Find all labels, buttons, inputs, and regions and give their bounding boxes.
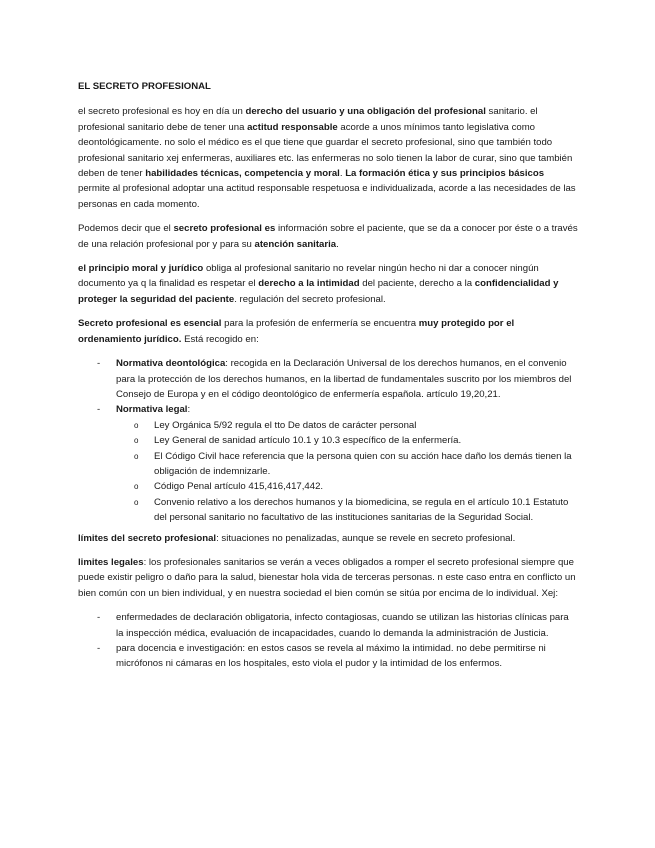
bold-text: Normativa legal	[116, 404, 188, 416]
dash-bullet: -	[97, 358, 101, 370]
sub-list-item-text: Ley General de sanidad artículo 10.1 y 10.3 específico de la enfermería.	[154, 435, 462, 447]
document-title: EL SECRETO PROFESIONAL	[78, 81, 211, 92]
sub-list	[116, 418, 578, 526]
bold-text: Secreto profesional es esencial	[78, 318, 222, 330]
sub-list-item-text: Ley Orgánica 5/92 regula el tto De datos de carácter personal	[154, 419, 417, 431]
dash-bullet: -	[97, 643, 101, 654]
text-run: información sobre el paciente, que se da a conocer por éste o a través de una relación profesional por y para su	[78, 223, 578, 250]
list-item	[78, 641, 578, 672]
list-item-text	[116, 358, 571, 400]
bold-text: actitud responsable	[247, 121, 338, 133]
text-run: Podemos decir que el	[78, 223, 174, 235]
dash-bullet: -	[97, 404, 101, 416]
bold-text: el principio moral y jurídico	[78, 263, 204, 275]
paragraph-definition	[78, 221, 578, 252]
document-page	[78, 79, 578, 677]
paragraph-moral-principle	[78, 261, 578, 307]
text-run: Está recogido en:	[181, 333, 259, 345]
bold-text: habilidades técnicas, competencia y moral	[145, 168, 340, 180]
bold-text: secreto profesional es	[173, 223, 276, 235]
text-run: del paciente, derecho a la	[359, 278, 475, 290]
list-item	[78, 356, 578, 402]
sub-list-item	[116, 433, 578, 448]
text-run: .	[336, 238, 339, 250]
bold-text: derecho a la intimidad	[258, 278, 360, 290]
text-run: sanitario. el profesional sanitario debe de tener una	[78, 106, 538, 133]
sub-list-item	[116, 479, 578, 494]
sub-list-item	[116, 418, 578, 433]
text-run: : situaciones no penalizadas, aunque se revele en secreto profesional.	[216, 532, 516, 544]
text-run: : recogida en la Declaración Universal de los derechos humanos, en el convenio para la protección de los derechos humanos, en la libertad de fundamentales suscrito por los miembros del Consejo de Europa y en el código deontológico de enfermería española. artículo 19,20,21.	[116, 358, 572, 400]
examples-list	[78, 610, 578, 672]
text-run: : los profesionales sanitarios se verán a veces obligados a romper el secreto profesional siempre que puede existir peligro o daño para la salud, bienestar hola vida de terceras personas. n este caso entra en conflicto un bien común con un bien individual, y en nuestra sociedad el bien común se sitúa por encima de lo individual. Xej:	[78, 556, 576, 599]
regulations-list	[78, 356, 578, 525]
sub-list-item-text: Código Penal artículo 415,416,417,442.	[154, 481, 324, 493]
text-run: para la profesión de enfermería se encuentra	[221, 318, 419, 330]
circle-bullet: o	[134, 482, 139, 492]
paragraph-legal-limits	[78, 555, 578, 601]
paragraph-intro	[78, 104, 578, 212]
list-item-text: enfermedades de declaración obligatoria, infecto contagiosas, cuando se utilizan las historias clínicas para la inspección médica, evaluación de incapacidades, cuando lo demanda la administración de Justicia.	[116, 612, 569, 639]
list-item	[78, 402, 578, 525]
circle-bullet: o	[134, 451, 139, 461]
sub-list-item-text: El Código Civil hace referencia que la persona quien con su acción hace daño los demás tienen la obligación de indemnizarle.	[154, 450, 572, 477]
circle-bullet: o	[134, 436, 139, 446]
list-item-text: para docencia e investigación: en estos casos se revela al máximo la intimidad. no debe permitirse ni micrófonos ni cámaras en los hospitales, esto viola el pudor y la intimidad de los enfermos.	[116, 643, 546, 670]
bold-text: limites legales	[78, 556, 144, 568]
sub-list-item	[116, 449, 578, 480]
bold-text: atención sanitaria	[254, 238, 337, 250]
bold-text: derecho del usuario y una obligación del profesional	[245, 106, 486, 118]
bold-text: Normativa deontológica	[116, 358, 226, 370]
circle-bullet: o	[134, 420, 139, 430]
text-run: :	[187, 404, 191, 416]
text-run: . regulación del secreto profesional.	[234, 293, 386, 305]
text-run: .	[339, 168, 346, 180]
circle-bullet: o	[134, 497, 139, 507]
sub-list-item	[116, 495, 578, 526]
dash-bullet: -	[97, 612, 101, 624]
text-run: acorde a unos mínimos tanto legislativa como deontológicamente. no solo el médico es el que tiene que guardar el secreto profesional, sino que también todo profesional sanitario xej enfermeras, auxiliares etc. las enfermeras no solo tienen la labor de curar, sino que también deben de tener	[78, 121, 573, 180]
list-item-text	[116, 404, 190, 415]
text-run: obliga al profesional sanitario no revelar ningún hecho ni dar a conocer ningún documento ya q la finalidad es respetar el	[78, 263, 539, 290]
text-run: permite al profesional adoptar una actitud responsable respetuosa e individualizada, acorde a las necesidades de las personas en cada momento.	[78, 183, 576, 210]
bold-text: muy protegido por el ordenamiento jurídico.	[78, 318, 515, 345]
paragraph-limits	[78, 531, 578, 546]
bold-text: La formación ética y sus principios básicos	[345, 168, 545, 180]
list-item	[78, 610, 578, 641]
paragraph-legal-protection	[78, 316, 578, 347]
bold-text: confidencialidad y proteger la seguridad del paciente	[78, 278, 559, 305]
text-run: el secreto profesional es hoy en día un	[78, 106, 246, 118]
bold-text: límites del secreto profesional	[78, 532, 217, 544]
sub-list-item-text: Convenio relativo a los derechos humanos y la biomedicina, se regula en el artículo 10.1 Estatuto del personal sanitario no facultativo de las instituciones sanitarias de la Seguridad Social.	[154, 496, 569, 524]
